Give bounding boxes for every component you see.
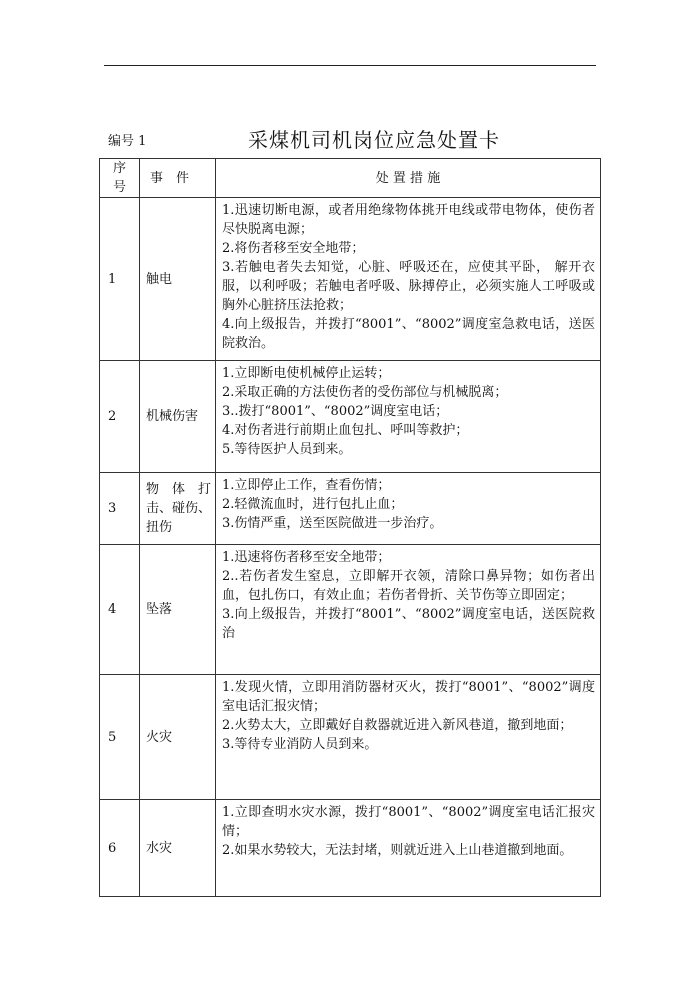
row-number: 4 [100,545,140,675]
row-number: 2 [100,361,140,473]
measure-item: 4.向上级报告，并拨打“8001”、“8002”调度室急救电话，送医院救治。 [222,317,595,351]
row-number: 6 [100,800,140,897]
table-header-row [100,159,601,198]
doc-number: 编号 1 [108,134,147,149]
row-measures [216,473,601,545]
measure-item: 2.如果水势较大，无法封堵，则就近进入上山巷道撤到地面。 [222,843,573,858]
row-measures [216,198,601,361]
row-number: 1 [100,198,140,361]
doc-title: 采煤机司机岗位应急处置卡 [248,128,500,152]
row-number: 5 [100,675,140,800]
header-rule [104,65,596,66]
table-row [100,198,601,361]
measure-item: 2.采取正确的方法使伤者的受伤部位与机械脱离； [222,385,508,400]
table-row [100,800,601,897]
header-event: 事 件 [140,159,216,198]
measure-item: 2.将伤者移至安全地带； [222,241,365,256]
table-row [100,473,601,545]
header-no-line2: 号 [112,180,126,195]
measure-item: 3.伤情严重，送至医院做进一步治疗。 [222,516,443,531]
row-measures [216,545,601,675]
header-no-line1: 序 [112,161,126,176]
measure-item: 3..拨打“8001”、“8002”调度室电话； [222,404,449,419]
measure-item: 2.火势太大，立即戴好自救器就近进入新风巷道，撤到地面； [222,718,573,733]
measure-item: 4.对伤者进行前期止血包扎、呼叫等救护； [222,423,469,438]
row-event: 机械伤害 [140,361,216,473]
row-number: 3 [100,473,140,545]
measure-item: 1.立即查明水灾水源，拨打“8001”、“8002”调度室电话汇报灾情； [222,805,595,839]
table-row [100,545,601,675]
row-measures [216,800,601,897]
measure-item: 5.等待医护人员到来。 [222,442,352,457]
measure-item: 1.发现火情，立即用消防器材灭火，拨打“8001”、“8002”调度室电话汇报灾情； [222,680,595,714]
table-row [100,675,601,800]
measure-item: 1.立即断电使机械停止运转； [222,366,391,381]
measure-item: 3.向上级报告，并拨打“8001”、“8002”调度室电话，送医院救治 [222,607,595,641]
row-measures [216,361,601,473]
row-event: 水灾 [140,800,216,897]
measure-item: 1.立即停止工作，查看伤情； [222,478,391,493]
header-no [100,159,140,198]
measure-item: 1.迅速将伤者移至安全地带； [222,550,391,565]
measure-item: 2.轻微流血时，进行包扎止血； [222,497,404,512]
row-measures [216,675,601,800]
header-measures: 处 置 措 施 [216,159,601,198]
table-row [100,361,601,473]
row-event: 坠落 [140,545,216,675]
measure-item: 1.迅速切断电源，或者用绝缘物体挑开电线或带电物体，使伤者尽快脱离电源； [222,203,595,237]
measure-item: 2..若伤者发生窒息，立即解开衣领，清除口鼻异物；如伤者出血，包扎伤口，有效止血；若伤者骨折、关节伤等立即固定； [222,569,595,603]
measure-item: 3.若触电者失去知觉，心脏、呼吸还在，应使其平卧， 解开衣服，以利呼吸；若触电者呼吸、脉搏停止，必须实施人工呼吸或胸外心脏挤压法抢救； [222,260,595,313]
row-event: 触电 [140,198,216,361]
row-event: 火灾 [140,675,216,800]
measure-item: 3.等待专业消防人员到来。 [222,737,378,752]
emergency-table [99,158,601,897]
row-event: 物 体 打击、碰伤、扭伤 [140,473,216,545]
